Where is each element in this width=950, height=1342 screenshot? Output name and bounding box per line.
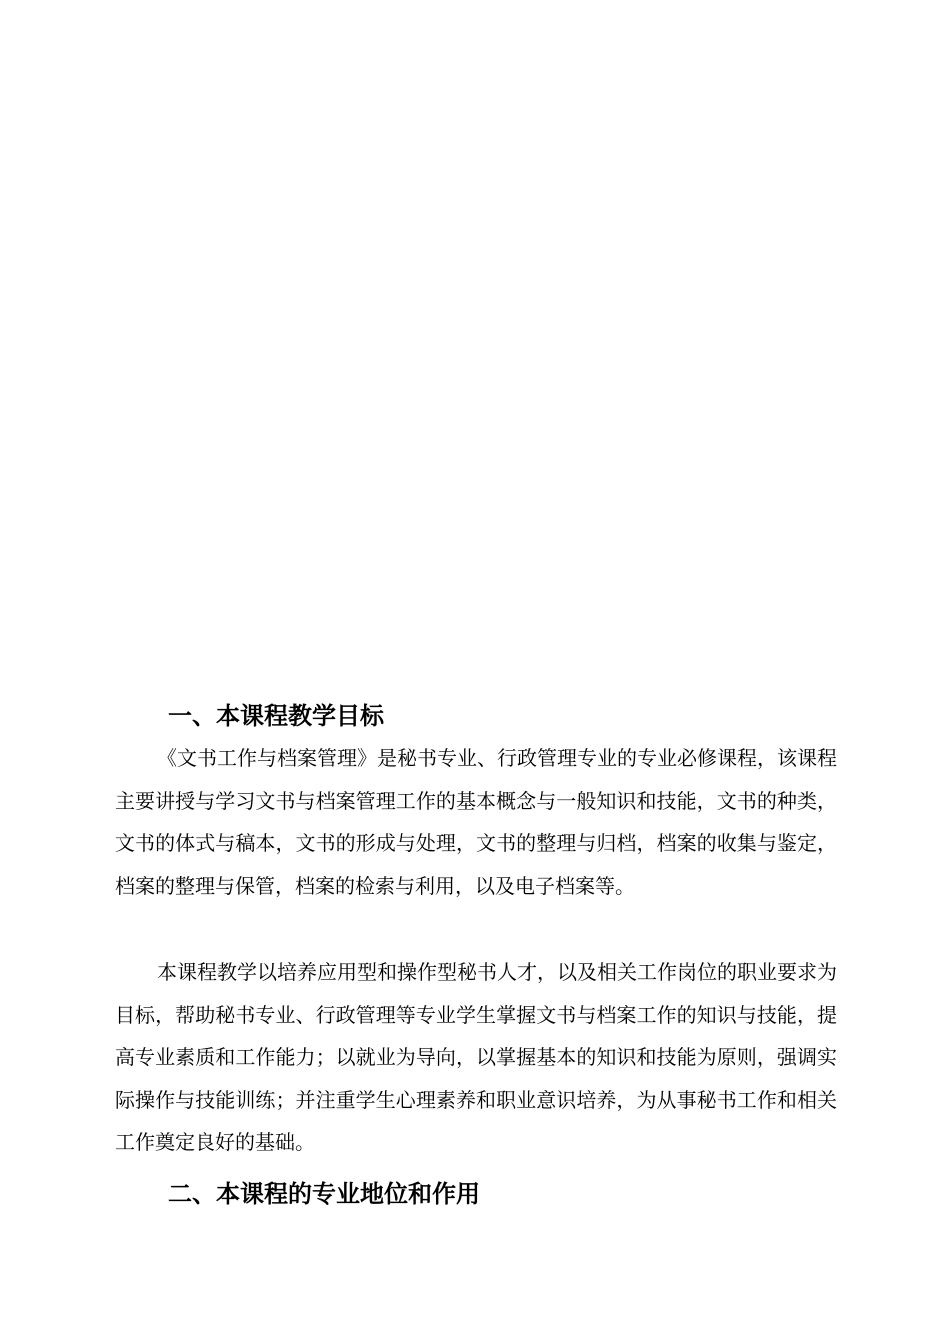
- section-heading-course-role: 二、本课程的专业地位和作用: [168, 1180, 480, 1208]
- section-heading-teaching-goals: 一、本课程教学目标: [168, 702, 384, 730]
- paragraph-course-description: 《文书工作与档案管理》是秘书专业、行政管理专业的专业必修课程，该课程主要讲授与学习文书与档案管理工作的基本概念与一般知识和技能，文书的种类，文书的体式与稿本，文书的形成与处理，文书的整理与归档，档案的收集与鉴定，档案的整理与保管，档案的检索与利用，以及电子档案等。: [115, 746, 837, 898]
- paragraph-teaching-objectives: 本课程教学以培养应用型和操作型秘书人才，以及相关工作岗位的职业要求为目标，帮助秘书专业、行政管理等专业学生掌握文书与档案工作的知识与技能，提高专业素质和工作能力；以就业为导向，以掌握基本的知识和技能为原则，强调实际操作与技能训练；并注重学生心理素养和职业意识培养，为从事秘书工作和相关工作奠定良好的基础。: [115, 960, 837, 1154]
